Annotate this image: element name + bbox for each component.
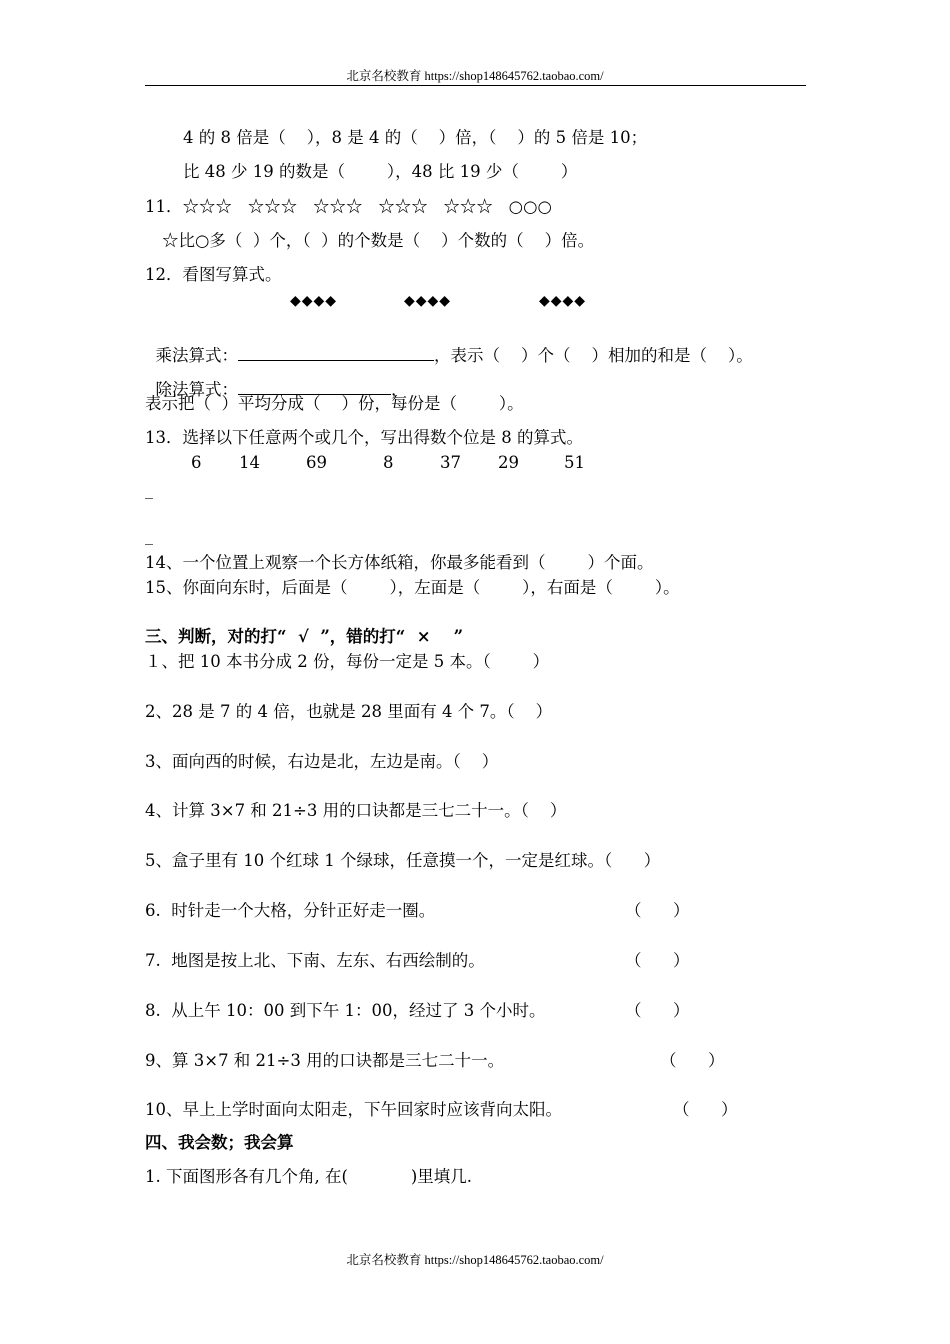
page-header: 北京名校教育 https://shop148645762.taobao.com/ [346,69,604,83]
line-difference-question: 比 48 少 19 的数是（ ），48 比 19 少（ ） [183,162,578,181]
question-11-stars: 11．☆☆☆ ☆☆☆ ☆☆☆ ☆☆☆ ☆☆☆ ○○○ [145,197,552,216]
division-rest: ， [391,380,408,399]
judge-item-4: 4、计算 3×7 和 21÷3 用的口诀都是三七二十一。（ ） [145,801,567,820]
section-4-heading: 四、我会数；我会算 [145,1133,294,1152]
judge-paren-9[interactable]: （ ） [660,1051,725,1070]
section-3-heading: 三、判断，对的打“ √ ”，错的打“ × ” [145,627,464,646]
division-blank[interactable] [238,380,391,395]
diamond-group-1: ◆◆◆◆ [290,293,338,309]
judge-item-1: １、把 10 本书分成 2 份，每份一定是 5 本。（ ） [145,652,550,671]
question-15: 15、你面向东时，后面是（ ），左面是（ ），右面是（ ）。 [145,578,680,597]
question-11-blanks: ☆比○多（ ）个，（ ）的个数是（ ）个数的（ ）倍。 [162,231,595,250]
judge-item-7: 7. 地图是按上北、下南、左东、右西绘制的。 [145,951,485,970]
diamond-group-2: ◆◆◆◆ [404,293,452,309]
question-14: 14、一个位置上观察一个长方体纸箱，你最多能看到（ ）个面。 [145,553,654,572]
number-choice: 37 [440,453,461,472]
question-12-explain: 表示把（ ）平均分成（ ）份，每份是（ ）。 [145,394,524,413]
judge-item-9: 9、算 3×7 和 21÷3 用的口诀都是三七二十一。 [145,1051,505,1070]
judge-item-3: 3、面向西的时候，右边是北，左边是南。（ ） [145,752,499,771]
page-footer: 北京名校教育 https://shop148645762.taobao.com/ [346,1253,604,1267]
division-label: 除法算式： [155,380,238,399]
question-12-title: 12．看图写算式。 [145,265,282,284]
header-rule [145,85,806,86]
multiplication-rest: ，表示（ ）个（ ）相加的和是（ ）。 [434,346,753,365]
section-4-question-1: 1. 下面图形各有几个角, 在( )里填几. [145,1167,473,1186]
diamond-group-3: ◆◆◆◆ [539,293,587,309]
judge-item-10: 10、早上上学时面向太阳走，下午回家时应该背向太阳。 [145,1100,562,1119]
number-choice: 69 [306,453,327,472]
number-choice: 8 [383,453,394,472]
judge-item-2: 2、28 是 7 的 4 倍，也就是 28 里面有 4 个 7。（ ） [145,702,553,721]
judge-paren-8[interactable]: （ ） [625,1001,690,1020]
judge-paren-6[interactable]: （ ） [625,901,690,920]
judge-paren-10[interactable]: （ ） [673,1100,738,1119]
judge-item-6: 6. 时针走一个大格，分针正好走一圈。 [145,901,436,920]
number-choice: 14 [239,453,260,472]
judge-item-5: 5、盒子里有 10 个红球 1 个绿球，任意摸一个，一定是红球。（ ） [145,851,661,870]
number-choice: 29 [498,453,519,472]
multiplication-label: 乘法算式： [155,346,238,365]
judge-paren-7[interactable]: （ ） [625,951,690,970]
question-13: 13．选择以下任意两个或几个，写出得数个位是 8 的算式。 [145,428,583,447]
line-multiple-question: 4 的 8 倍是（ ），8 是 4 的（ ）倍，（ ）的 5 倍是 10； [183,128,648,147]
answer-line-2[interactable]: _ [145,526,153,545]
answer-line-1[interactable]: _ [145,480,153,499]
number-choice: 6 [191,453,202,472]
judge-item-8: 8. 从上午 10：00 到下午 1：00，经过了 3 个小时。 [145,1001,546,1020]
number-choice: 51 [564,453,585,472]
multiplication-blank[interactable] [238,346,434,361]
